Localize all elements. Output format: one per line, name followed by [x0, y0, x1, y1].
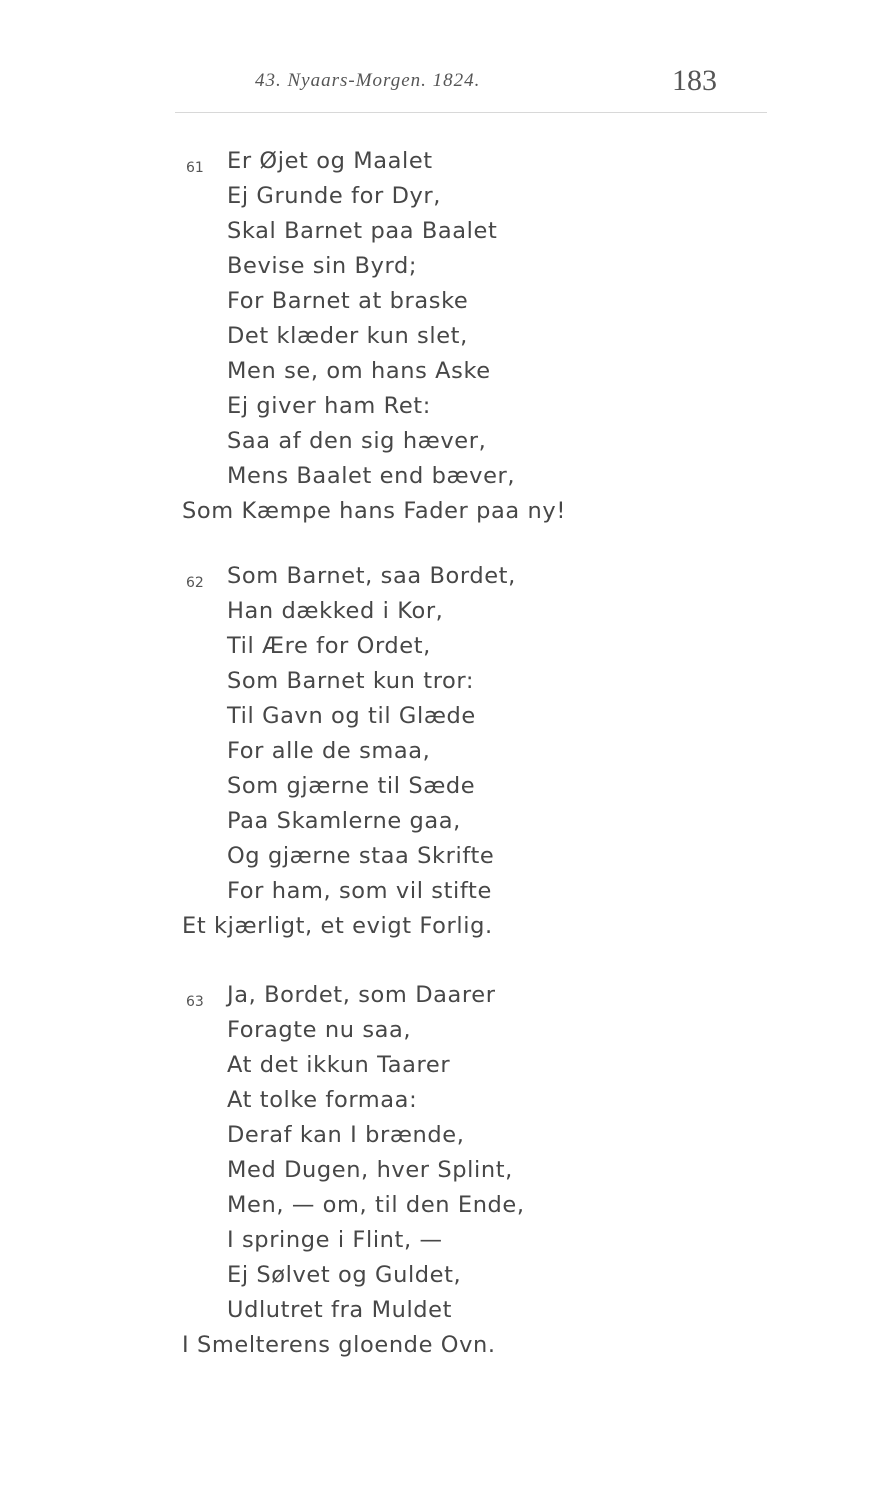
verse-line: Med Dugen, hver Splint, — [227, 1157, 513, 1183]
page-number: 183 — [672, 64, 717, 97]
verse-line: Til Ære for Ordet, — [227, 633, 431, 659]
verse-line: Som gjærne til Sæde — [227, 773, 476, 799]
verse-line: For alle de smaa, — [227, 738, 431, 764]
verse-line: Foragte nu saa, — [227, 1017, 412, 1043]
verse-line: Ej Sølvet og Guldet, — [227, 1262, 462, 1288]
verse-line: Ej Grunde for Dyr, — [227, 183, 442, 209]
verse-line: Men, — om, til den Ende, — [227, 1192, 525, 1218]
verse-line: Paa Skamlerne gaa, — [227, 808, 461, 834]
running-title: 43. Nyaars-Morgen. 1824. — [255, 70, 481, 91]
verse-line: Det klæder kun slet, — [227, 323, 468, 349]
verse-line: Som Barnet kun tror: — [227, 668, 475, 694]
verse-line: Bevise sin Byrd; — [227, 253, 418, 279]
verse-line: Skal Barnet paa Baalet — [227, 218, 498, 244]
verse-line: Ja, Bordet, som Daarer — [227, 982, 496, 1008]
verse-line: Til Gavn og til Glæde — [227, 703, 476, 729]
running-head — [0, 66, 890, 106]
header-rule — [175, 112, 767, 113]
verse-line: At det ikkun Taarer — [227, 1052, 451, 1078]
verse-line: Som Barnet, saa Bordet, — [227, 563, 516, 589]
verse-line: Men se, om hans Aske — [227, 358, 491, 384]
verse-line: Ej giver ham Ret: — [227, 393, 431, 419]
stanza-number: 61 — [186, 160, 204, 176]
stanza-number: 63 — [186, 994, 204, 1010]
verse-line: For ham, som vil stifte — [227, 878, 492, 904]
verse-line: I springe i Flint, — — [227, 1227, 443, 1253]
verse-line: Udlutret fra Muldet — [227, 1297, 453, 1323]
stanza-number: 62 — [186, 575, 204, 591]
verse-line: Saa af den sig hæver, — [227, 428, 487, 454]
verse-line: Er Øjet og Maalet — [227, 148, 433, 174]
verse-line: Som Kæmpe hans Fader paa ny! — [182, 498, 566, 524]
verse-line: Han dækked i Kor, — [227, 598, 444, 624]
verse-line: Deraf kan I brænde, — [227, 1122, 465, 1148]
verse-line: For Barnet at braske — [227, 288, 469, 314]
verse-line: I Smelterens gloende Ovn. — [182, 1332, 496, 1358]
verse-line: Mens Baalet end bæver, — [227, 463, 516, 489]
verse-line: At tolke formaa: — [227, 1087, 418, 1113]
verse-line: Og gjærne staa Skrifte — [227, 843, 495, 869]
verse-line: Et kjærligt, et evigt Forlig. — [182, 913, 493, 939]
